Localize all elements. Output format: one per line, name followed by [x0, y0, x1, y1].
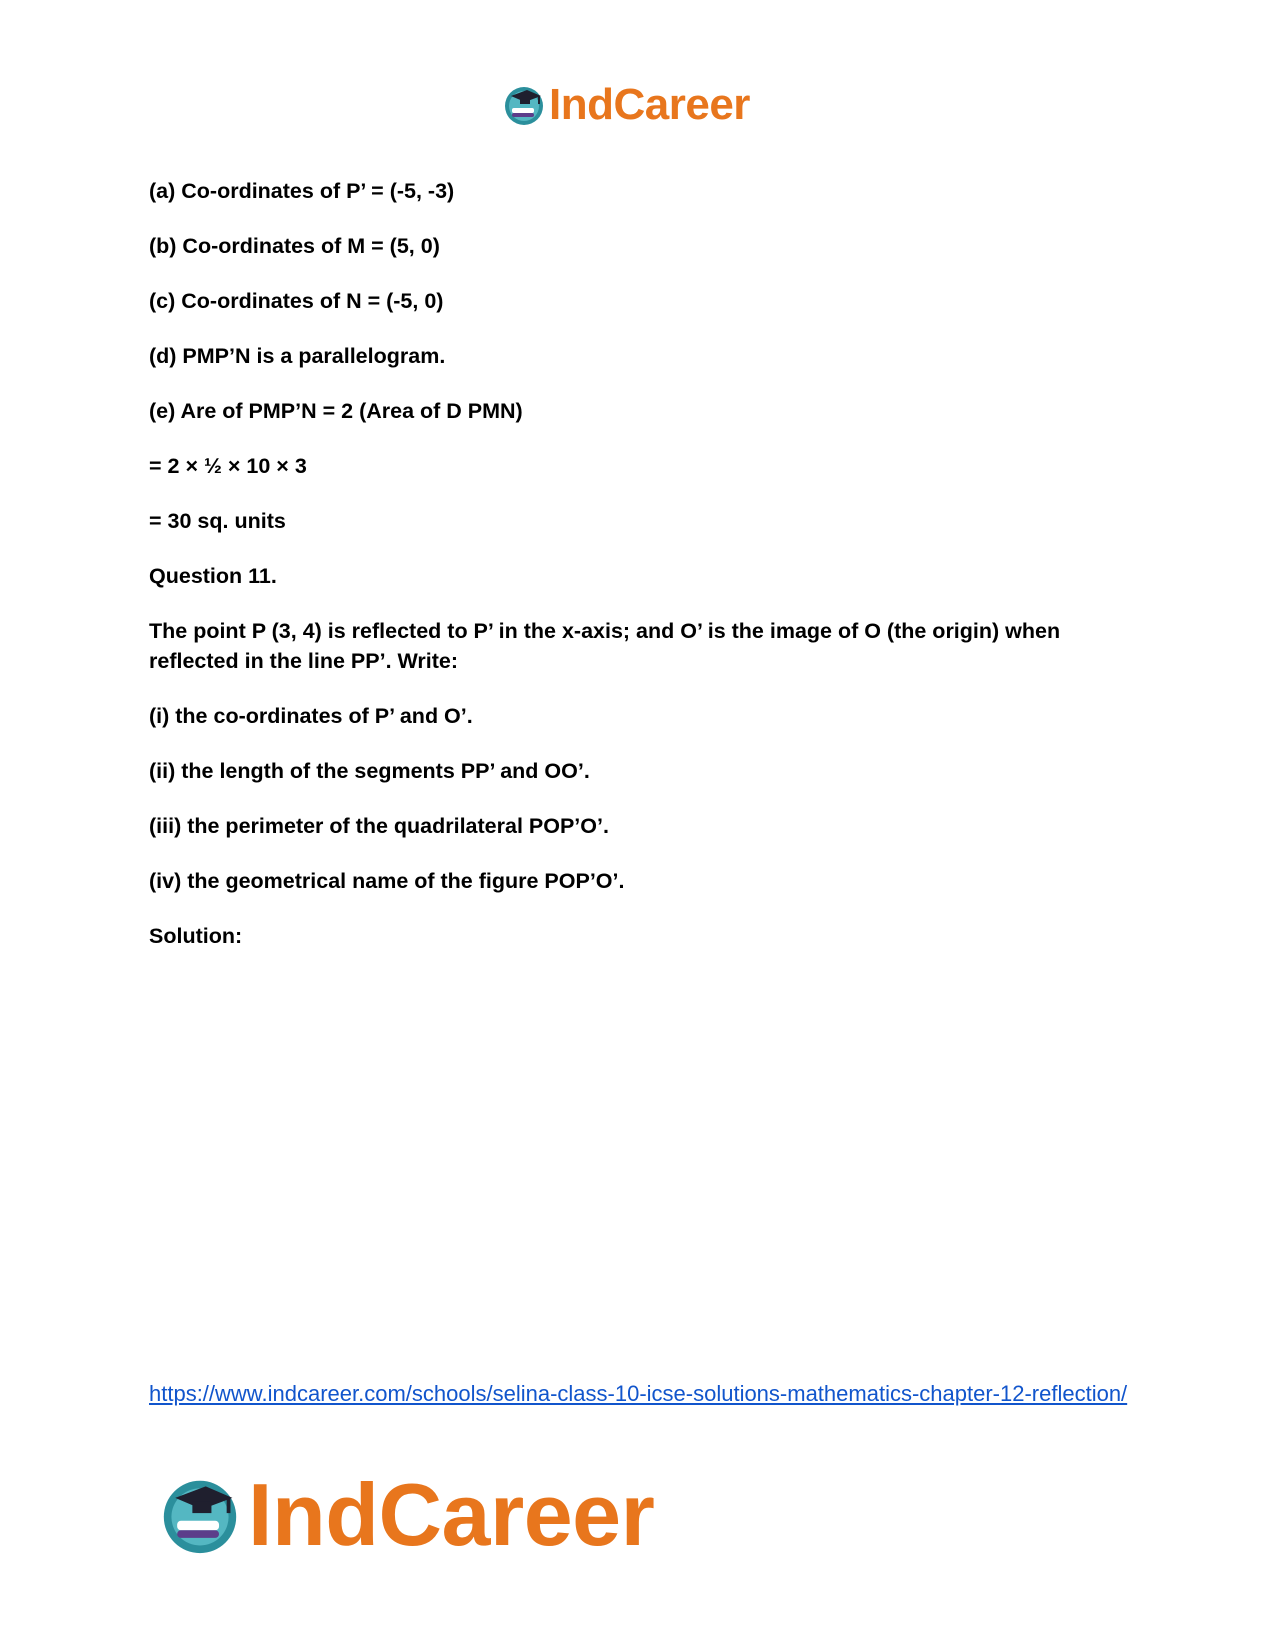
logo-wordmark: IndCareer: [248, 1465, 655, 1564]
graduation-cap-globe-icon: [503, 84, 545, 126]
question-text: The point P (3, 4) is reflected to P’ in the x-axis; and O’ is the image of O (the origin) when reflected in the line PP’. Write:: [149, 619, 1061, 673]
question-heading: Question 11.: [149, 564, 277, 588]
calc-step-1: = 2 × ½ × 10 × 3: [149, 454, 307, 478]
calc-step-2: = 30 sq. units: [149, 509, 286, 533]
graduation-cap-globe-icon: [160, 1475, 240, 1555]
logo-wordmark: IndCareer: [549, 80, 750, 129]
solution-heading: Solution:: [149, 924, 243, 948]
source-url-link[interactable]: https://www.indcareer.com/schools/selina-class-10-icse-solutions-mathematics-chapter-12-reflection/: [149, 1381, 1128, 1406]
indcareer-logo-top: [503, 80, 750, 130]
answer-b: (b) Co-ordinates of M = (5, 0): [149, 234, 440, 258]
question-part-i: (i) the co-ordinates of P’ and O’.: [149, 704, 473, 728]
answer-a: (a) Co-ordinates of P’ = (-5, -3): [149, 179, 455, 203]
question-part-iv: (iv) the geometrical name of the figure POP’O’.: [149, 869, 625, 893]
answer-e: (e) Are of PMP’N = 2 (Area of D PMN): [149, 399, 523, 423]
document-body: [149, 176, 1139, 976]
question-part-iii: (iii) the perimeter of the quadrilateral POP’O’.: [149, 814, 609, 838]
indcareer-logo-bottom: [160, 1464, 654, 1566]
question-part-ii: (ii) the length of the segments PP’ and OO’.: [149, 759, 590, 783]
answer-d: (d) PMP’N is a parallelogram.: [149, 344, 446, 368]
answer-c: (c) Co-ordinates of N = (-5, 0): [149, 289, 444, 313]
